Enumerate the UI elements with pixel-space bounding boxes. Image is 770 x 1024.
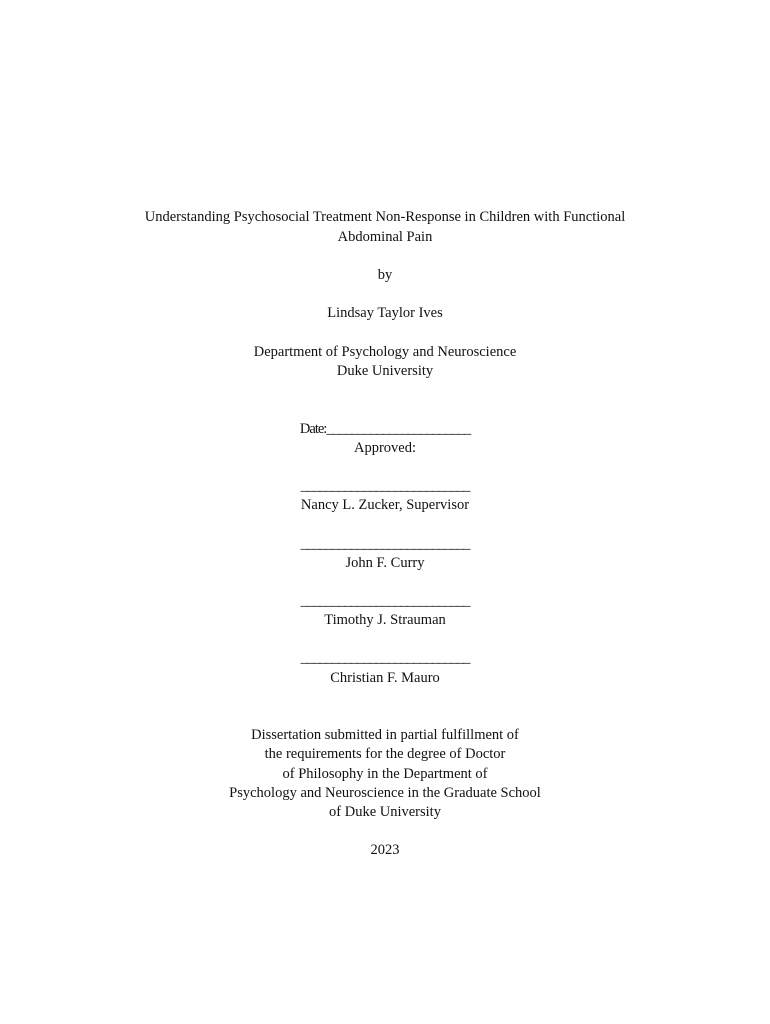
approved-label: Approved:: [353, 440, 416, 456]
committee-member-1: Nancy L. Zucker, Supervisor: [300, 497, 470, 513]
university: Duke University: [336, 363, 434, 379]
department: Department of Psychology and Neuroscience: [253, 344, 517, 360]
committee-member-2: John F. Curry: [345, 555, 425, 571]
statement-line-3: of Philosophy in the Department of: [282, 766, 488, 782]
statement-line-5: of Duke University: [329, 804, 441, 820]
title-line-2: Abdominal Pain: [337, 229, 433, 245]
signature-rule-4: ___________________________: [300, 650, 470, 666]
signature-rule-3: ___________________________: [300, 593, 470, 609]
statement-line-4: Psychology and Neuroscience in the Graduate School: [229, 785, 541, 801]
author-name: Lindsay Taylor Ives: [327, 305, 443, 321]
by-label: by: [377, 267, 393, 283]
signature-rule-1: ___________________________: [300, 478, 470, 494]
year: 2023: [370, 842, 400, 858]
title-line-1: Understanding Psychosocial Treatment Non-Response in Children with Functional: [144, 209, 626, 225]
committee-member-3: Timothy J. Strauman: [324, 612, 446, 628]
signature-rule-2: ___________________________: [300, 536, 470, 552]
statement-line-1: Dissertation submitted in partial fulfillment of: [251, 727, 519, 743]
committee-member-4: Christian F. Mauro: [330, 670, 440, 686]
statement-line-2: the requirements for the degree of Doctor: [264, 746, 506, 762]
date-line: Date:_______________________: [299, 421, 471, 437]
